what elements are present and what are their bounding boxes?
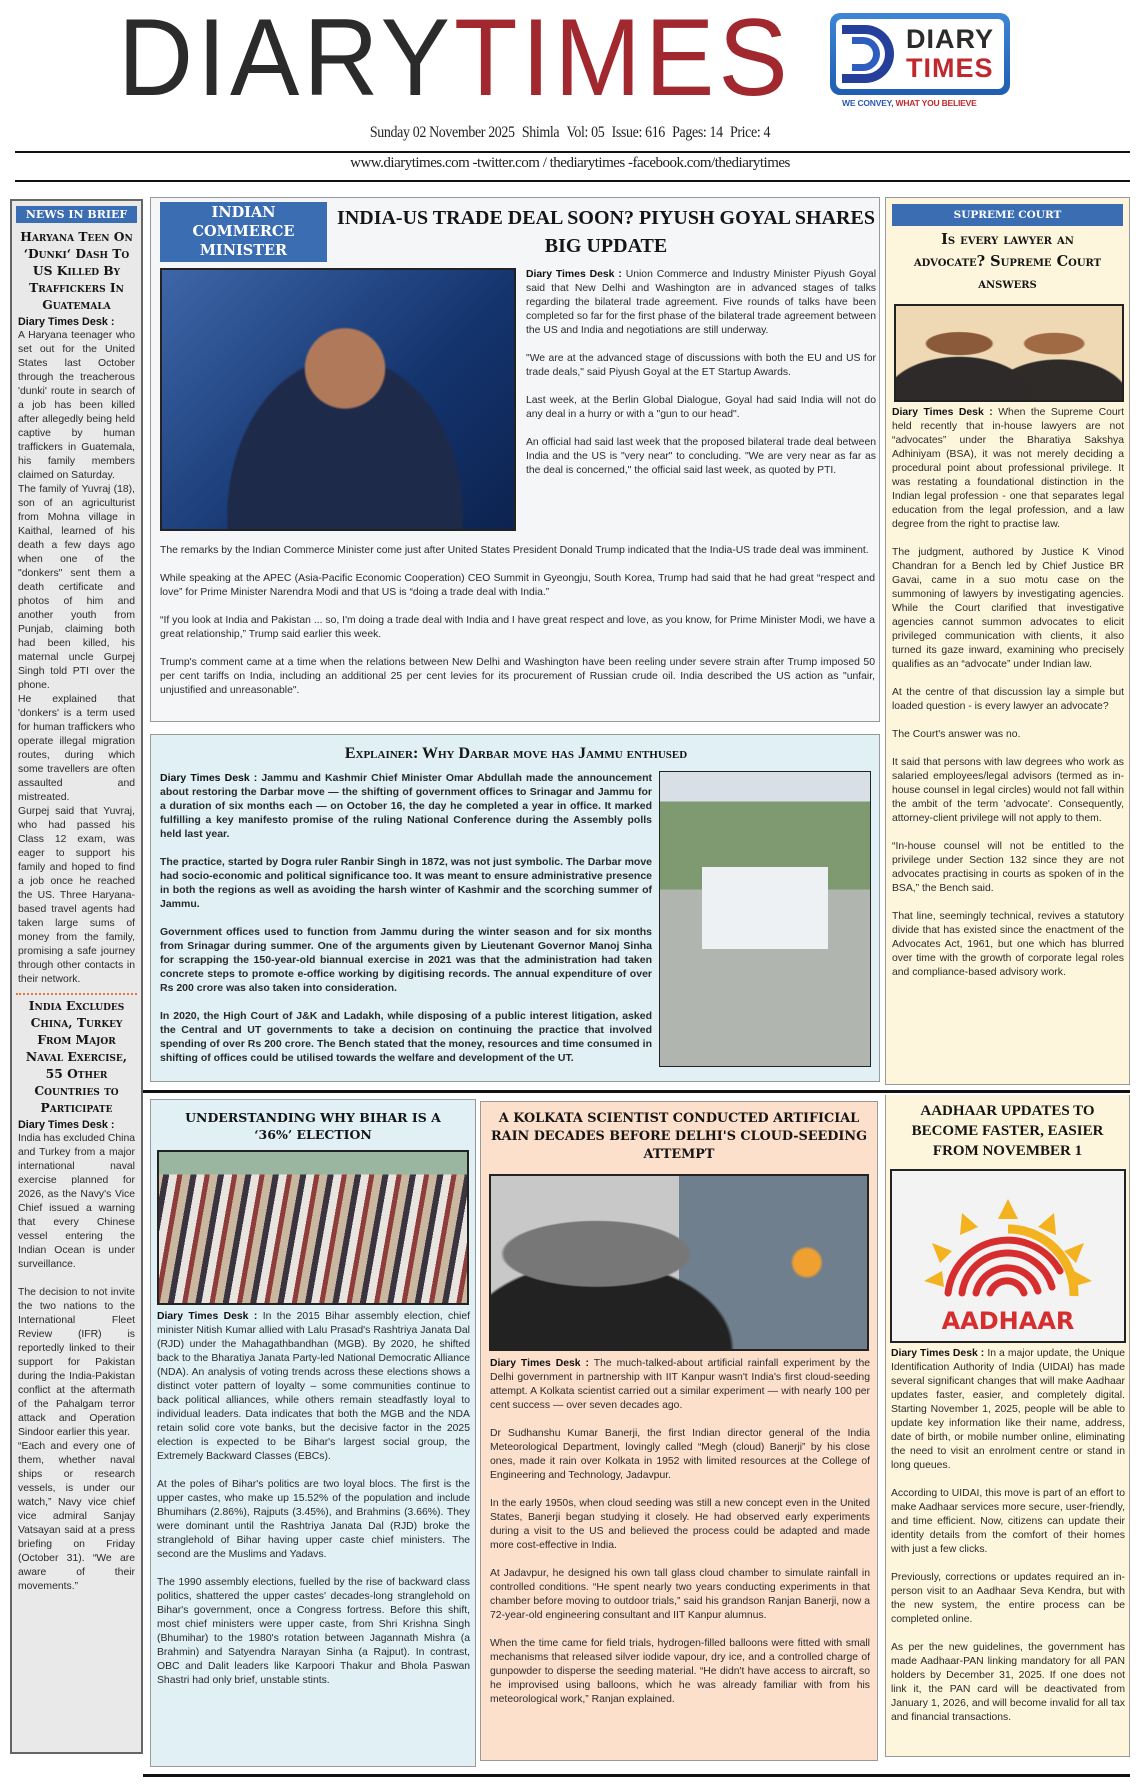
paragraph-text: At Jadavpur, he designed his own tall glass cloud chamber to simulate rainfall in controlled conditions. “He spent nearly two years conducting experiments in that chamber before moving to outdoor trials,” said his grandson Ranjan Banerji, now a 72-year-old engineering consultant and IIT Kanpur alumnus. [490, 1568, 870, 1621]
desk-byline: Diary Times Desk : [490, 1358, 589, 1369]
paragraph-text: While speaking at the APEC (Asia-Pacific Economic Cooperation) CEO Summit in Gyeongju, South Korea, Trump had said that he had great “respect and love” for Prime Minister Narendra Modi and that US is “doing a trade deal with India.” [160, 573, 875, 598]
section-divider [143, 1090, 1130, 1093]
paragraph [490, 1497, 870, 1553]
supreme-court-article [885, 197, 1130, 1085]
kolkata-article [480, 1101, 878, 1761]
paragraph [891, 1571, 1125, 1627]
article-body [160, 544, 875, 712]
social-links [0, 155, 1140, 172]
lawyers-illustration [894, 304, 1124, 402]
paragraph [160, 925, 652, 995]
lead-article [150, 197, 880, 722]
paragraph [892, 728, 1124, 742]
bihar-crowd-photo [157, 1150, 469, 1305]
paragraph-text: Last week, at the Berlin Global Dialogue, Goyal had said India will not do any deal in a hurry or with a "gun to our head". [526, 395, 876, 420]
aadhaar-logo [892, 1171, 1124, 1341]
paragraph [891, 1487, 1125, 1557]
paragraph [490, 1567, 870, 1623]
kolkata-headline: A KOLKATA SCIENTIST CONDUCTED ARTIFICIAL RAIN DECADES BEFORE DELHI'S CLOUD-SEEDING ATTEMPT [491, 1111, 867, 1162]
paragraph [18, 329, 135, 483]
article-body [526, 268, 876, 492]
edition-date: Sunday 02 November 2025 [369, 124, 515, 141]
paragraph [18, 1132, 135, 1272]
paragraph [490, 1357, 870, 1413]
article-body [490, 1357, 870, 1721]
paragraph [892, 406, 1124, 532]
desk-byline: Diary Times Desk : [18, 1119, 115, 1131]
article-body [157, 1310, 470, 1702]
article-headline: India Excludes China, Turkey From Major Naval Exercise, 55 Other Countries to Participate [25, 998, 128, 1115]
paragraph [490, 1427, 870, 1483]
paragraph-text: “Each and every one of them, whether naval ships or research vessels, is under our watch,” Navy vice chief vice admiral Sanjay Vatsayan said at a press briefing on Friday (October 31). “We are aware of their movements.” [18, 1441, 135, 1592]
paragraph [892, 840, 1124, 896]
paragraph-text: The family of Yuvraj (18), son of an agriculturist from Mohna village in Kaithal, learned of his death a few days ago when one of the "donkers" sent them a death certificate and photos of him and another youth from Punjab, claiming both had been killed, his maternal uncle Gurpej Singh told PTI over the phone. [18, 484, 135, 691]
desk-byline: Diary Times Desk : [157, 1311, 258, 1322]
paragraph-text: Gurpej said that Yuvraj, who had passed his Class 12 exam, was eager to support his family and hoped to find a job once he reached the US. Three Haryana-based travel agents had taken large sums of money from the family, promising a safe journey through other contacts in their network. [18, 806, 135, 985]
paragraph-text: At the centre of that discussion lay a simple but loaded question - is every lawyer an advocate? [892, 687, 1124, 712]
desk-byline: Diary Times Desk : [160, 772, 258, 784]
paragraph-text: When the time came for field trials, hydrogen-filled balloons were fitted with small mechanisms that released silver iodide vapour, dry ice, and a controlled charge of gunpowder to disperse the seeding material. “He didn't have access to aircraft, so he improvised using balloons, which he was already familiar with from his meteorological work,” Ranjan explained. [490, 1638, 870, 1705]
edition-issue: Issue: 616 [611, 124, 665, 141]
edition-info [57, 124, 1083, 142]
desk-byline: Diary Times Desk : [526, 269, 622, 280]
paragraph-text: The decision to not invite the two nations to the International Fleet Review (IFR) is reportedly linked to their support for Pakistan during the India-Pakistan conflict at the aftermath of the Pahalgam terror attack and Operation Sindoor earlier this year. [18, 1287, 135, 1438]
paragraph [892, 686, 1124, 714]
paragraph-text: He explained that 'donkers' is a term used for human traffickers who operate illegal migration routes, during which some travellers are often assaulted and mistreated. [18, 694, 135, 803]
bihar-article [150, 1099, 476, 1767]
twitter-link[interactable]: -twitter.com / thediarytimes [472, 155, 625, 171]
paragraph-text: Trump's comment came at a time when the relations between New Delhi and Washington have been reeling under severe strain after Trump imposed 50 per cent tariffs on India, including an additional 25 per cent levies for its procurement of Russian crude oil. India described the US action as "unfair, unjustified and unreasonable". [160, 657, 875, 696]
paragraph [18, 1286, 135, 1440]
paragraph [891, 1641, 1125, 1725]
paragraph [526, 352, 876, 380]
paragraph-text: In a major update, the Unique Identification Authority of India (UIDAI) has made several significant changes that will make Aadhaar updates faster, easier, and completely digital. Starting November 1, 2025, people will be able to update key information like their name, address, date of birth, or mobile number online, eliminating the need to visit an enrolment centre or stand in long queues. [891, 1348, 1125, 1471]
paragraph-text: Dr Sudhanshu Kumar Banerji, the first Indian director general of the India Meteorological Department, lovingly called “Megh (cloud) Banerji” by his close ones, made it rain over Kolkata in 1952 with limited resources at the College of Engineering and Technology, Jadavpur. [490, 1428, 870, 1481]
article-body [18, 1132, 135, 1594]
aadhaar-article [885, 1095, 1130, 1757]
paragraph [891, 1347, 1125, 1473]
desk-byline: Diary Times Desk : [18, 316, 115, 328]
paragraph-text: “If you look at India and Pakistan ... so, I'm doing a trade deal with India and I have great respect and love, as you know, for Prime Minister Modi, we have a great relationship,” Trump said earlier this week. [160, 615, 875, 640]
paragraph [157, 1478, 470, 1562]
paragraph-text: As per the new guidelines, the government has made Aadhaar-PAN linking mandatory for all PAN holders by December 31, 2025. If one does not link it, the PAN card will be deactivated from January 1, 2026, and will become invalid for all tax and financial transactions. [891, 1642, 1125, 1723]
paragraph-text: The 1990 assembly elections, fuelled by the rise of backward class politics, shattered the upper castes' decades-long stranglehold on Bihar's government, once a Congress fortress. Before this shift, most chief ministers were upper caste, from Shri Krishna Singh (Bhumihar) to the 1980's rotation between Jagannath Mishra (a Brahmin) and Satyendra Narayan Sinha (a Rajput). In contrast, OBC and Dalit leaders like Karpoori Thakur and Bhola Paswan Shastri had only brief, unstable stints. [157, 1577, 470, 1686]
paragraph-text: A Haryana teenager who set out for the United States last October through the treacherous 'dunki' route in search of a job has been killed after allegedly being held captive by human traffickers in Guatemala, his family members claimed on Saturday. [18, 330, 135, 481]
brief-article-1 [12, 223, 141, 987]
paragraph [157, 1576, 470, 1688]
edition-volume: Vol: 05 [566, 124, 605, 141]
svg-text:AADHAAR: AADHAAR [941, 1307, 1075, 1335]
paragraph-text: The judgment, authored by Justice K Vinod Chandran for a Bench led by Chief Justice BR Gavai, came in a suo motu case on the summoning of lawyers by investigating agencies. While the Court clarified that investigative agencies cannot summon advocates to elicit privileged communication with clients, it also turned its gaze inward, examining who precisely qualifies as an “advocate” under Indian law. [892, 547, 1124, 670]
paragraph [892, 756, 1124, 826]
paragraph [160, 855, 652, 911]
edition-price: Price: 4 [729, 124, 771, 141]
paragraph [160, 771, 652, 841]
desk-byline: Diary Times Desk : [891, 1348, 985, 1359]
article-body [18, 329, 135, 987]
paragraph-text: Previously, corrections or updates required an in-person visit to an Aadhaar Seva Kendra, but with the new system, the entire process can be completed online. [891, 1572, 1125, 1625]
paragraph [526, 394, 876, 422]
paragraph-text: “In-house counsel will not be entitled to the privilege under Section 132 since they are not advocates practising in courts as spoken of in the BSA,” the Bench said. [892, 841, 1124, 894]
brief-article-2 [12, 997, 141, 1594]
explainer-article [150, 734, 880, 1082]
edition-city: Shimla [521, 124, 560, 141]
bihar-headline: UNDERSTANDING WHY BIHAR IS A ‘36%’ ELECTION [185, 1110, 441, 1142]
lead-headline: INDIA-US TRADE DEAL SOON? PIYUSH GOYAL SHARES BIG UPDATE [337, 207, 875, 257]
court-headline: Is every lawyer an advocate? Supreme Court answers [913, 231, 1102, 292]
banerji-cloud-seeding-photo [489, 1174, 869, 1351]
paragraph-text: Jammu and Kashmir Chief Minister Omar Abdullah made the announcement about restoring the Darbar move — the shifting of government offices to Srinagar and Jammu for a duration of six months each — on October 16, the day he completed a year in office. It marked fulfilling a key manifesto promise of the ruling National Conference during the Assembly polls held last year. [160, 772, 653, 840]
paragraph-text: Union Commerce and Industry Minister Piyush Goyal said that New Delhi and Washington are in advanced stages of talks regarding the bilateral trade agreement. Five rounds of talks have been completed so far for the first phase of the bilateral trade agreement between the US and India and negotiations are still underway. [526, 269, 876, 336]
paragraph [160, 544, 875, 558]
paragraph [892, 910, 1124, 980]
civil-secretariat-photo [659, 771, 871, 1067]
section-label: SUPREME COURT [892, 204, 1123, 226]
paragraph [18, 805, 135, 987]
paragraph [157, 1310, 470, 1464]
paragraph-text: When the Supreme Court held recently that in-house lawyers are not “advocates” under the Bharatiya Sakshya Adhiniyam (BSA), it was not merely deciding a procedural point about professional privilege. It was restating a foundational distinction in the Indian legal profession - one that separates legal education from the legal profession, and a law degree from the right to practise law. [892, 407, 1124, 530]
article-body [892, 406, 1124, 994]
desk-byline: Diary Times Desk : [892, 407, 993, 418]
paragraph [160, 614, 875, 642]
tagline: WE CONVEY, WHAT YOU BELIEVE [842, 98, 977, 108]
paragraph [160, 1009, 652, 1065]
paragraph-text: According to UIDAI, this move is part of an effort to make Aadhaar services more secure, user-friendly, and time efficient. Now, citizens can update their identity details from the comfort of their homes with just a few clicks. [891, 1488, 1125, 1555]
paragraph [18, 483, 135, 693]
paragraph [892, 546, 1124, 672]
paragraph-text: Government offices used to function from Jammu during the winter season and for six months from Srinagar during summer. One of the arguments given by Lieutenant Governor Manoj Sinha for scrapping the 150-year-old biannual exercise in 2021 was that the administration had taken concrete steps to promote e-office working by digitising records. The annual expenditure of over Rs 200 crore was also taken into consideration. [160, 926, 652, 994]
paragraph [526, 436, 876, 478]
paragraph-text: That line, seemingly technical, revives a statutory divide that has existed since the enactment of the Advocates Act, 1961, but one which has blurred over time with the growth of corporate legal roles and compliance-based advisory work. [892, 911, 1124, 978]
paragraph-text: At the poles of Bihar's politics are two loyal blocs. The first is the upper castes, who make up 15.52% of the population and include Bhumihars (2.86%), Rajputs (3.45%), and Brahmins (3.66%). They were dominant until the Rashtriya Janata Dal (RJD) broke the stranglehold of Bihar having upper caste chief ministers. The second are the Muslims and Yadavs. [157, 1479, 470, 1560]
aadhaar-headline: AADHAAR UPDATES TO BECOME FASTER, EASIER FROM NOVEMBER 1 [911, 1103, 1104, 1159]
paragraph-text: "We are at the advanced stage of discussions with both the EU and US for trade deals," said Piyush Goyal at the ET Startup Awards. [526, 353, 876, 378]
facebook-link[interactable]: -facebook.com/thediarytimes [628, 155, 790, 171]
explainer-headline: Explainer: Why Darbar move has Jammu enthused [344, 745, 688, 762]
paragraph [160, 656, 875, 698]
paragraph [526, 268, 876, 338]
paragraph [490, 1637, 870, 1707]
paragraph-text: The remarks by the Indian Commerce Minister come just after United States President Donald Trump indicated that the India-US trade deal was imminent. [160, 545, 869, 556]
masthead-title: DIARYTIMES [118, 0, 792, 119]
news-in-brief-column [10, 199, 143, 1754]
paragraph-text: The Court's answer was no. [892, 729, 1021, 740]
diary-times-logo: DIARY TIMES [830, 13, 1010, 95]
divider [15, 180, 1130, 182]
article-headline: Haryana Teen On ‘Dunki‘ Dash To US Killed By Traffickers In Guatemala [20, 229, 133, 312]
article-body [891, 1347, 1125, 1739]
bottom-divider [143, 1774, 1130, 1777]
website-link[interactable]: www.diarytimes.com [350, 155, 470, 171]
aadhaar-logo-image [890, 1169, 1126, 1343]
dotted-divider [16, 993, 137, 995]
paragraph-text: India has excluded China and Turkey from a major international naval exercise planned for 2026, as the Navy's Vice Chief issued a warning that every Chinese vessel entering the Indian Ocean is under surveillance. [18, 1133, 135, 1270]
news-in-brief-label: NEWS IN BRIEF [16, 206, 137, 223]
divider [15, 151, 1130, 153]
piyush-goyal-photo [160, 268, 516, 531]
paragraph-text: In the early 1950s, when cloud seeding was still a new concept even in the United States, Banerji began studying it closely. He had observed early experiments during a visit to the US and believed the process could be adapted and made more cost-effective in India. [490, 1498, 870, 1551]
paragraph-text: The much-talked-about artificial rainfall experiment by the Delhi government in partnership with IIT Kanpur wasn't India's first cloud-seeding attempt. A Kolkata scientist carried out a similar experiment — with nearly 100 per cent success — over seven decades ago. [490, 1358, 871, 1411]
edition-pages: Pages: 14 [672, 124, 723, 141]
paragraph [18, 1440, 135, 1594]
article-body [160, 771, 652, 1079]
paragraph [18, 693, 135, 805]
paragraph-text: It said that persons with law degrees who work as salaried employees/legal advisors (termed as in-house counsel in legal circles) would not fall within the ambit of the term 'advocate'. Consequently, attorney-client privilege will not apply to them. [892, 757, 1124, 824]
paragraph-text: In the 2015 Bihar assembly election, chief minister Nitish Kumar allied with Lalu Prasad's Rashtriya Janata Dal (RJD) under the Mahagathbandhan (MGB). By 2020, he shifted back to the Bharatiya Janata Party-led National Democratic Alliance (NDA). An analysis of voting trends across these elections shows a distinct voter pattern of loyalty – some communities continue to back political alliances, while others remain steadfastly loyal to individual leaders. Data indicates that both the MGB and the NDA retain solid core vote banks, but the decisive factor in the 2025 election is expected to be Bihar's largest social group, the Extremely Backward Classes (EBCs). [157, 1311, 471, 1462]
paragraph-text: The practice, started by Dogra ruler Ranbir Singh in 1872, was not just symbolic. The Darbar move had socio-economic and political significance too. It was meant to ensure administrative presence in both the regions as well as avoiding the harsh winter of Kashmir and the scorching summer of Jammu. [160, 856, 652, 910]
section-label: INDIAN COMMERCE MINISTER [160, 202, 327, 262]
paragraph-text: In 2020, the High Court of J&K and Ladakh, while disposing of a public interest litigation, asked the Central and UT governments to take a decision on continuing the practice that involved spending of over Rs 200 crore. The Bench stated that the money, resources and time consumed in shifting of offices could be utilised towards the welfare and development of the UT. [160, 1010, 652, 1064]
paragraph-text: An official had said last week that the proposed bilateral trade deal between India and the US is "very near" to concluding. "We are very near as far as the deal is concerned," the official said last week, as quoted by PTI. [526, 437, 876, 476]
paragraph [160, 572, 875, 600]
